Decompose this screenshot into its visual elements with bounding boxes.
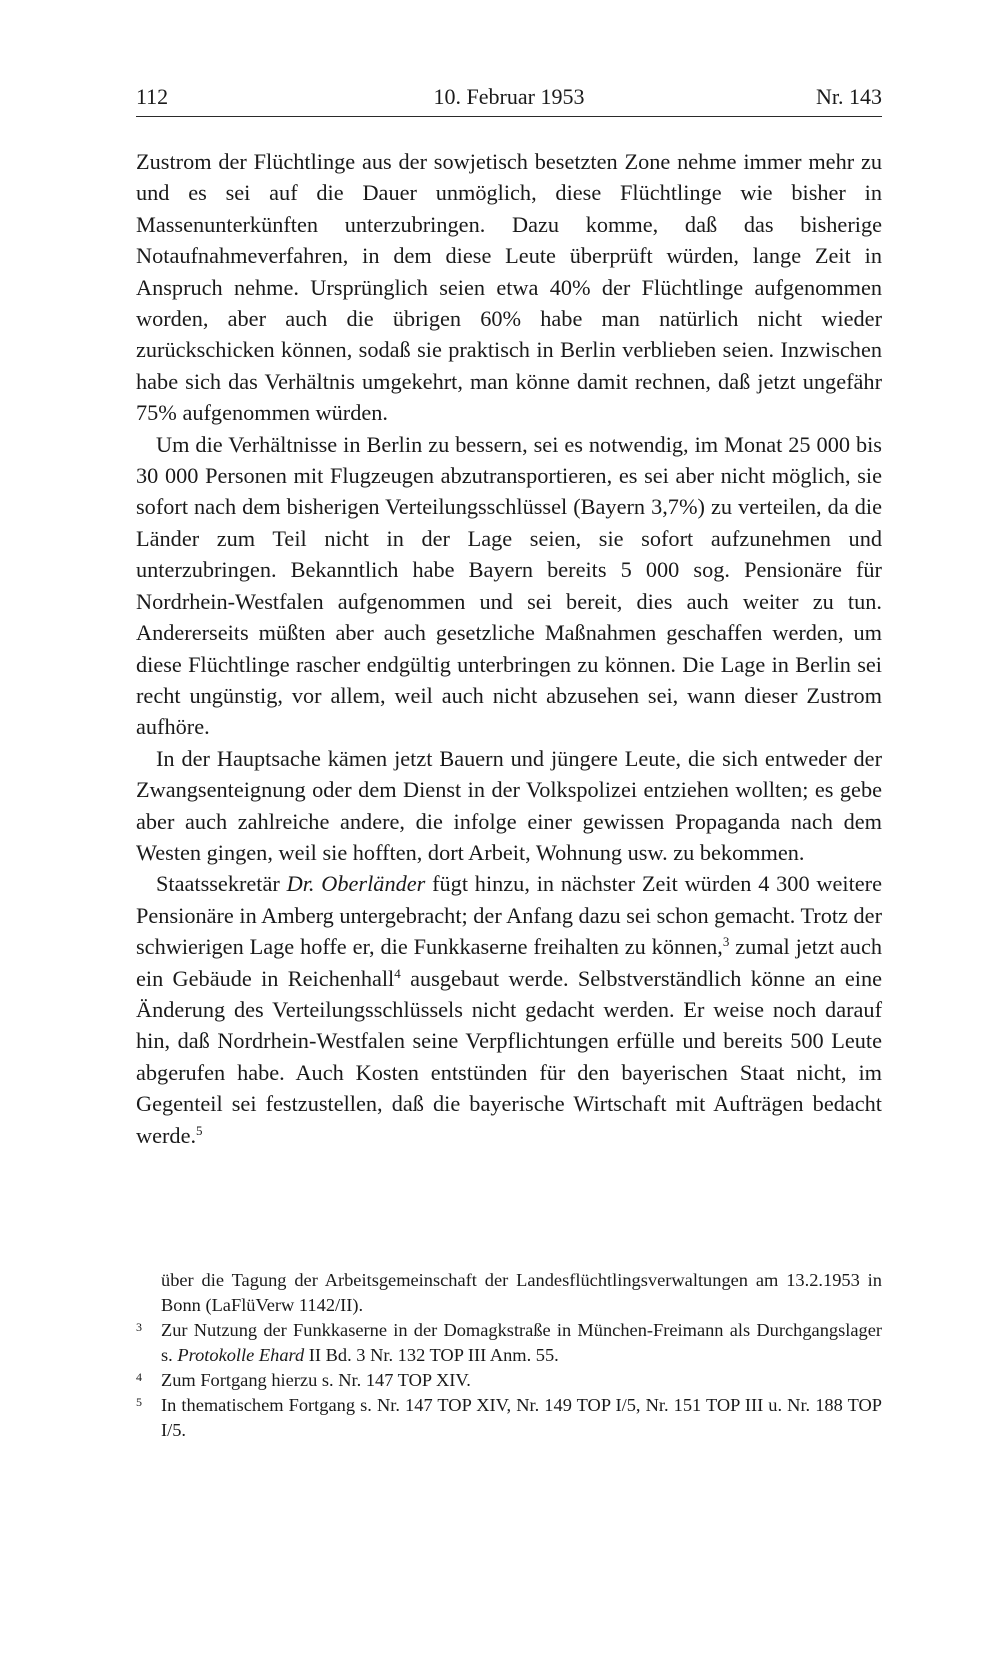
footnote-ref-3: 3: [722, 934, 730, 950]
body-text: [136, 146, 882, 1151]
running-header: [136, 82, 882, 117]
paragraph-4: [136, 868, 882, 1151]
footnote-3: [136, 1318, 882, 1368]
footnote-4-text: Zum Fortgang hierzu s. Nr. 147 TOP XIV.: [161, 1370, 471, 1390]
footnote-3-part-a: Zur Nutzung der Funkkaserne in der Domagkstraße in München-Freimann als Durchgangslager s.: [161, 1320, 882, 1365]
header-date: 10. Februar 1953: [433, 84, 585, 109]
footnote-3-number: 3: [136, 1320, 142, 1334]
footnote-5: [136, 1393, 882, 1443]
page-number: 112: [136, 84, 169, 109]
footnote-3-part-b: II Bd. 3 Nr. 132 TOP III Anm. 55.: [304, 1345, 559, 1365]
footnote-ref-4: 4: [394, 965, 401, 981]
footnote-3-source: Protokolle Ehard: [177, 1345, 305, 1365]
paragraph-4-part-c: zumal jetzt auch ein Gebäude in Reichenhall: [136, 934, 882, 991]
paragraph-4-part-b: fügt hinzu, in nächster Zeit würden 4 300 weitere Pensionäre in Amberg untergebracht; der Anfang dazu sei schon gemacht. Trotz der schwierigen Lage hoffe er, die Funkkaserne freihalten zu können,: [136, 871, 882, 960]
footnotes: [136, 1268, 882, 1443]
paragraph-4-part-a: Staatssekretär: [156, 871, 287, 897]
paragraph-4-part-d: ausgebaut werde. Selbstverständlich könne an eine Änderung des Verteilungsschlüssels nicht gedacht werden. Er weise noch darauf hin, daß Nordrhein-Westfalen seine Verpflichtungen erfülle und bereits 500 Leute abgerufen habe. Auch Kosten entstünden für den bayerischen Staat nicht, im Gegenteil sei festzustellen, daß die bayerische Wirtschaft mit Aufträgen bedacht werde.: [136, 965, 883, 1148]
footnote-4: [136, 1368, 882, 1393]
footnote-continuation: über die Tagung der Arbeitsgemeinschaft der Landesflüchtlingsverwaltungen am 13.2.1953 in Bonn (LaFlüVerw 1142/II).: [161, 1270, 882, 1315]
footnote-5-number: 5: [136, 1395, 142, 1409]
footnote-5-text: In thematischem Fortgang s. Nr. 147 TOP XIV, Nr. 149 TOP I/5, Nr. 151 TOP III u. Nr. 188 TOP I/5.: [161, 1395, 882, 1440]
footnote-ref-5: 5: [196, 1122, 203, 1138]
paragraph-3: In der Hauptsache kämen jetzt Bauern und jüngere Leute, die sich entweder der Zwangsenteignung oder dem Dienst in der Volkspolizei entziehen wollten; es gebe aber auch zahlreiche andere, die infolge einer gewissen Propaganda nach dem Westen gingen, weil sie hofften, dort Arbeit, Wohnung usw. zu bekommen.: [136, 745, 882, 865]
footnote-4-number: 4: [136, 1370, 142, 1384]
document-number: Nr. 143: [816, 84, 882, 109]
person-name: Dr. Oberländer: [286, 871, 426, 897]
paragraph-1: Zustrom der Flüchtlinge aus der sowjetisch besetzten Zone nehme immer mehr zu und es sei auf die Dauer unmöglich, diese Flüchtlinge wie bisher in Massenunterkünften unterzubringen. Dazu komme, daß das bisherige Notaufnahmeverfahren, in dem diese Leute überprüft würden, lange Zeit in Anspruch nehme. Ursprünglich seien etwa 40% der Flüchtlinge aufgenommen worden, aber auch die übrigen 60% habe man natürlich nicht wieder zurückschicken können, sodaß sie praktisch in Berlin verblieben seien. Inzwischen habe sich das Verhältnis umgekehrt, man könne damit rechnen, daß jetzt ungefähr 75% aufgenommen würden.: [136, 149, 882, 426]
paragraph-2: Um die Verhältnisse in Berlin zu bessern, sei es notwendig, im Monat 25 000 bis 30 000 Personen mit Flugzeugen abzutransportieren, es sei aber nicht möglich, sie sofort nach dem bisherigen Verteilungsschlüssel (Bayern 3,7%) zu verteilen, da die Länder zum Teil nicht in der Lage seien, sie sofort aufzunehmen und unterzubringen. Bekanntlich habe Bayern bereits 5 000 sog. Pensionäre für Nordrhein-Westfalen aufgenommen und sei bereit, dies auch weiter zu tun. Andererseits müßten aber auch gesetzliche Maßnahmen geschaffen werden, um diese Flüchtlinge rascher endgültig unterbringen zu können. Die Lage in Berlin sei recht ungünstig, vor allem, weil auch nicht abzusehen sei, wann dieser Zustrom aufhöre.: [136, 431, 882, 740]
